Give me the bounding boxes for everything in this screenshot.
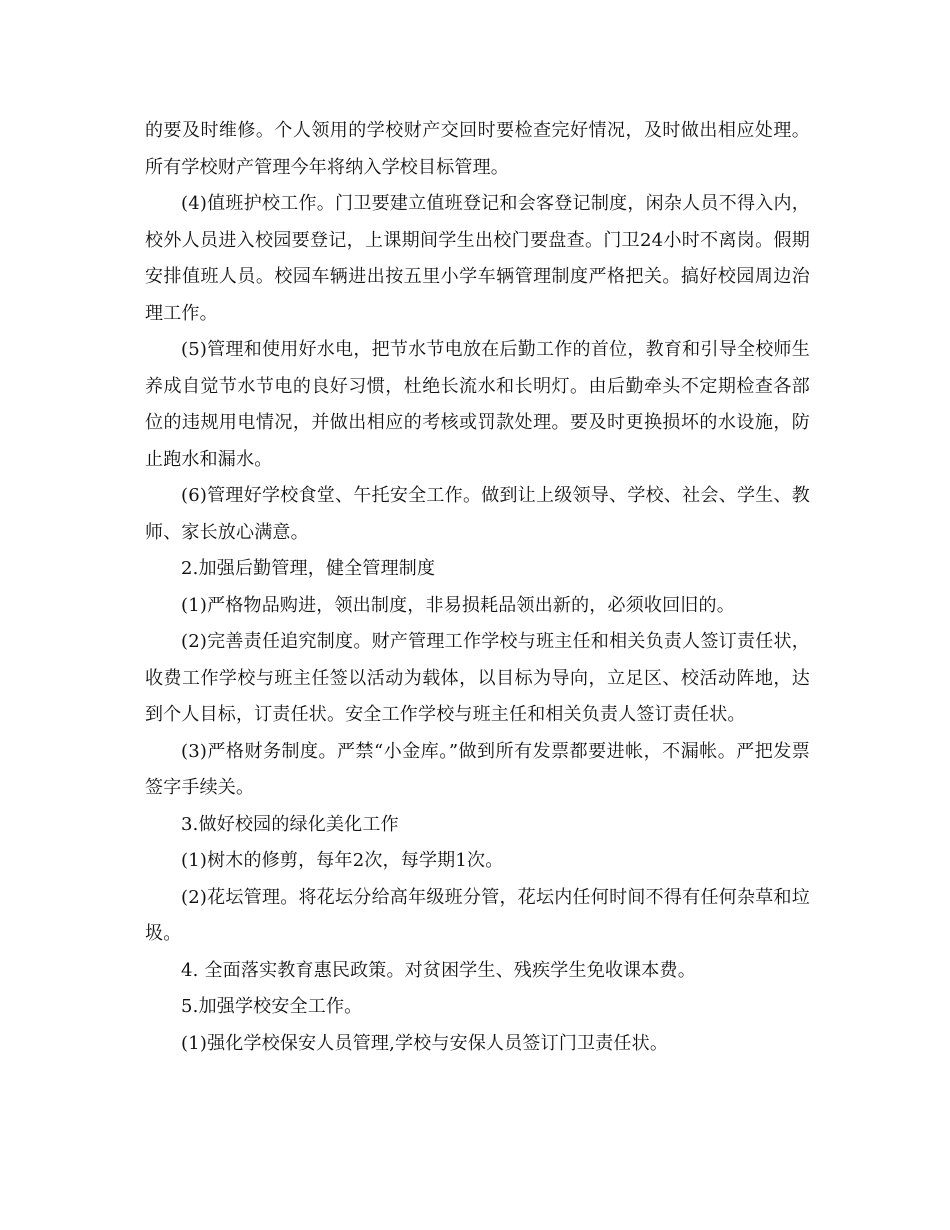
paragraph: (6)管理好学校食堂、午托安全工作。做到让上级领导、学校、社会、学生、教师、家长放心满意。 xyxy=(145,485,810,543)
paragraph: (5)管理和使用好水电，把节水节电放在后勤工作的首位，教育和引导全校师生养成自觉节水节电的良好习惯，杜绝长流水和长明灯。由后勤牵头不定期检查各部位的违规用电情况，并做出相应的考核或罚款处理。要及时更换损坏的水设施，防止跑水和漏水。 xyxy=(145,339,810,470)
section-heading: 3.做好校园的绿化美化工作 xyxy=(181,813,399,835)
paragraph: (3)严格财务制度。严禁“小金库。”做到所有发票都要进帐，不漏帐。严把发票签字手续关。 xyxy=(145,740,810,798)
paragraph: (2)完善责任追究制度。财产管理工作学校与班主任和相关负责人签订责任状，收费工作学校与班主任签以活动为载体，以目标为导向，立足区、校活动阵地，达到个人目标，订责任状。安全工作学校与班主任和相关负责人签订责任状。 xyxy=(145,631,810,725)
paragraph: (2)花坛管理。将花坛分给高年级班分管，花坛内任何时间不得有任何杂草和垃圾。 xyxy=(145,886,810,944)
paragraph: (4)值班护校工作。门卫要建立值班登记和会客登记制度，闲杂人员不得入内，校外人员进入校园要登记，上课期间学生出校门要盘查。门卫24小时不离岗。假期安排值班人员。校园车辆进出按五里小学车辆管理制度严格把关。搞好校园周边治理工作。 xyxy=(145,193,810,324)
section-heading: 4. 全面落实教育惠民政策。对贫困学生、残疾学生免收课本费。 xyxy=(181,959,696,981)
paragraph: (1)严格物品购进，领出制度，非易损耗品领出新的，必须收回旧的。 xyxy=(181,594,735,616)
paragraph: (1)树木的修剪，每年2次，每学期1次。 xyxy=(181,850,504,871)
paragraph: (1)强化学校保安人员管理,学校与安保人员签订门卫责任状。 xyxy=(181,1032,669,1054)
section-heading: 5.加强学校安全工作。 xyxy=(181,996,363,1017)
document-body xyxy=(145,113,810,1062)
section-heading: 2.加强后勤管理，健全管理制度 xyxy=(181,558,436,579)
paragraph: 的要及时维修。个人领用的学校财产交回时要检查完好情况，及时做出相应处理。 所有学校财产管理今年将纳入学校目标管理。 xyxy=(145,120,810,178)
